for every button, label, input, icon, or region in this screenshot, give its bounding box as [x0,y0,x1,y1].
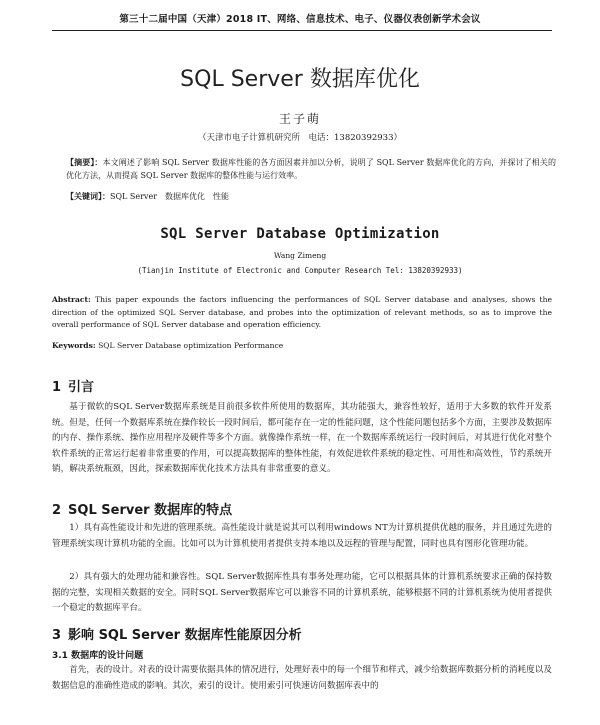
section-number: 3 [52,628,62,643]
keywords-zh-label: 【关键词】： [66,191,110,201]
affiliation-en: (Tianjin Institute of Electronic and Computer Research Tel: 13820392933) [137,266,463,275]
subsection-heading-3-1: 3.1 数据库的设计问题 [52,651,144,661]
section-2-paragraph-1: 1）具有高性能设计和先进的管理系统。高性能设计就是说其可以利用windows NT为计算机提供优越的服务，并且通过先进的管理系统实现计算机功能的全面。比如可以为计算机使用者提供支持本地以及远程的管理与配置，同时也具有图形化管理功能。 [52,523,552,549]
abstract-en [52,294,552,332]
section-heading-1 [52,376,94,395]
title-en: SQL Server Database Optimization [160,226,440,242]
keywords-zh-text: SQL Server 数据库优化 性能 [110,192,230,201]
title-zh: SQL Server 数据库优化 [180,67,420,92]
keywords-en [52,340,552,352]
keywords-en-label: Keywords: [52,341,96,350]
section-number: 1 [52,380,62,395]
section-title: SQL Server 数据库的特点 [68,503,233,518]
author-en: Wang Zimeng [273,251,327,260]
section-heading-3 [52,624,302,643]
abstract-en-text: This paper expounds the factors influencing the performances of SQL Server database and analyses, shows the direction of the optimized SQL Server database, and probes into the optimization of relevant methods, so as to improve the overall performance of SQL Server database and operation efficiency. [52,295,552,329]
keywords-zh [66,190,556,203]
abstract-zh-text: 本文阐述了影响 SQL Server 数据库性能的各方面因素并加以分析，说明了 SQL Server 数据库优化的方向，并探讨了相关的优化方法，从而提高 SQL Server 数据库的整体性能与运行效率。 [66,158,556,180]
author-zh: 王子萌 [278,112,321,126]
abstract-en-label: Abstract: [52,295,91,304]
header-rule [52,30,552,31]
section-title: 影响 SQL Server 数据库性能原因分析 [68,628,302,643]
abstract-zh-label: 【摘要】： [66,157,103,167]
affiliation-zh: （天津市电子计算机研究所 电话：13820392933） [198,133,402,143]
section-1-paragraph: 基于微软的SQL Server数据库系统是目前很多软件所使用的数据库，其功能强大，兼容性较好，适用于大多数的软件开发系统。但是，任何一个数据库系统在操作较长一段时间后，都可能存在一定的性能问题，这个性能问题包括多个方面，主要涉及数据库的内存、操作系统、操作应用程序及硬件等多个方面。就像操作系统一样，在一个数据库系统运行一段时间后，对其进行优化对整个软件系统的正常运行起着非常重要的作用，可以提高数据库的整体性能，有效促进软件系统的稳定性、可用性和高效性，节约系统开销，解决系统瓶颈，因此，探索数据库优化技术方法具有非常重要的意义。 [52,402,552,474]
section-title: 引言 [68,380,95,395]
keywords-en-text: SQL Server Database optimization Performance [95,341,284,350]
section-2-paragraph-2: 2）具有强大的处理功能和兼容性。SQL Server数据库性具有事务处理功能，它可以根据具体的计算机系统要求正确的保持数据的完整，实现相关数据的安全。同时SQL Server数据库它可以兼容不同的计算机系统，能够根据不同的计算机系统为使用者提供一个稳定的数据库平台。 [52,572,552,613]
abstract-zh [66,156,556,182]
running-head: 第三十二届中国（天津）2018 IT、网络、信息技术、电子、仪器仪表创新学术会议 [119,14,481,25]
subsection-3-1-paragraph: 首先，表的设计。对表的设计需要依据具体的情况进行，处理好表中的每一个细节和样式，减少给数据库数据分析的消耗度以及数据信息的准确性造成的影响。其次，索引的设计。使用索引可快速访问数据库表中的 [52,665,552,691]
section-number: 2 [52,503,62,518]
section-heading-2 [52,499,232,518]
